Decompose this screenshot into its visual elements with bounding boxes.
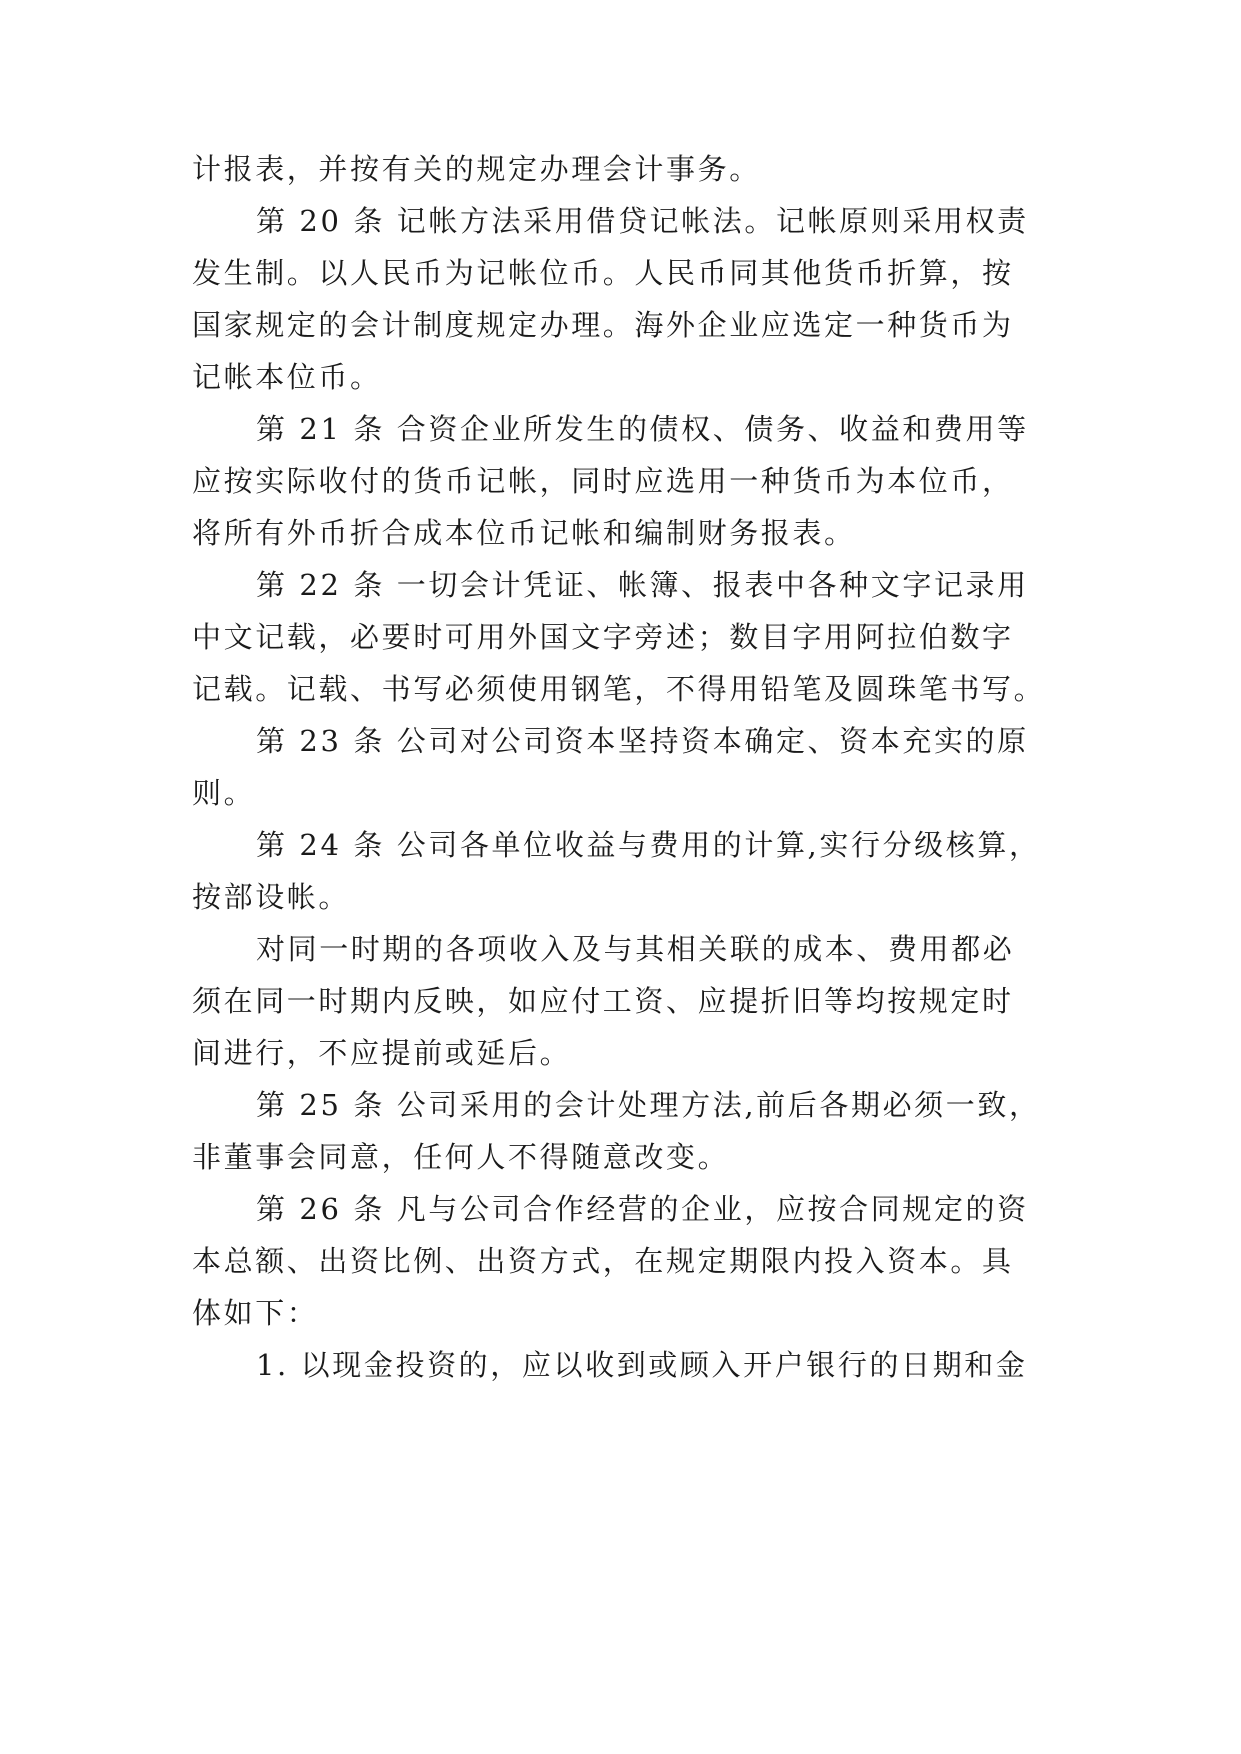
text-line: 将所有外币折合成本位币记帐和编制财务报表。 [192,516,856,550]
text-line: 则。 [192,776,256,810]
text-line: 发生制。以人民币为记帐位币。人民币同其他货币折算，按 [192,256,1014,290]
text-line: 体如下： [192,1296,319,1330]
article-20-heading-line: 第 20 条 记帐方法采用借贷记帐法。记帐原则采用权责 [256,204,1029,238]
text-line: 应按实际收付的货币记帐，同时应选用一种货币为本位币， [192,464,1014,498]
list-item-1-line: 1. 以现金投资的，应以收到或顾入开户银行的日期和金 [256,1348,1028,1382]
text-line: 间进行，不应提前或延后。 [192,1036,572,1070]
text-line: 中文记载，必要时可用外国文字旁述；数目字用阿拉伯数字 [192,620,1014,654]
article-21-heading-line: 第 21 条 合资企业所发生的债权、债务、收益和费用等 [256,412,1029,446]
article-22-heading-line: 第 22 条 一切会计凭证、帐簿、报表中各种文字记录用 [256,568,1029,602]
text-line: 按部设帐。 [192,880,351,914]
paragraph-start-line: 对同一时期的各项收入及与其相关联的成本、费用都必 [256,932,1015,966]
text-line: 记载。记载、书写必须使用钢笔，不得用铅笔及圆珠笔书写。 [192,672,1046,706]
article-25-heading-line: 第 25 条 公司采用的会计处理方法,前后各期必须一致， [256,1088,1041,1122]
article-26-heading-line: 第 26 条 凡与公司合作经营的企业，应按合同规定的资 [256,1192,1029,1226]
text-line: 非董事会同意，任何人不得随意改变。 [192,1140,730,1174]
text-line: 国家规定的会计制度规定办理。海外企业应选定一种货币为 [192,308,1014,342]
article-23-heading-line: 第 23 条 公司对公司资本坚持资本确定、资本充实的原 [256,724,1029,758]
article-24-heading-line: 第 24 条 公司各单位收益与费用的计算,实行分级核算， [256,828,1041,862]
text-line: 须在同一时期内反映，如应付工资、应提折旧等均按规定时 [192,984,1014,1018]
text-line: 计报表，并按有关的规定办理会计事务。 [192,152,761,186]
text-line: 本总额、出资比例、出资方式，在规定期限内投入资本。具 [192,1244,1014,1278]
text-line: 记帐本位币。 [192,360,382,394]
